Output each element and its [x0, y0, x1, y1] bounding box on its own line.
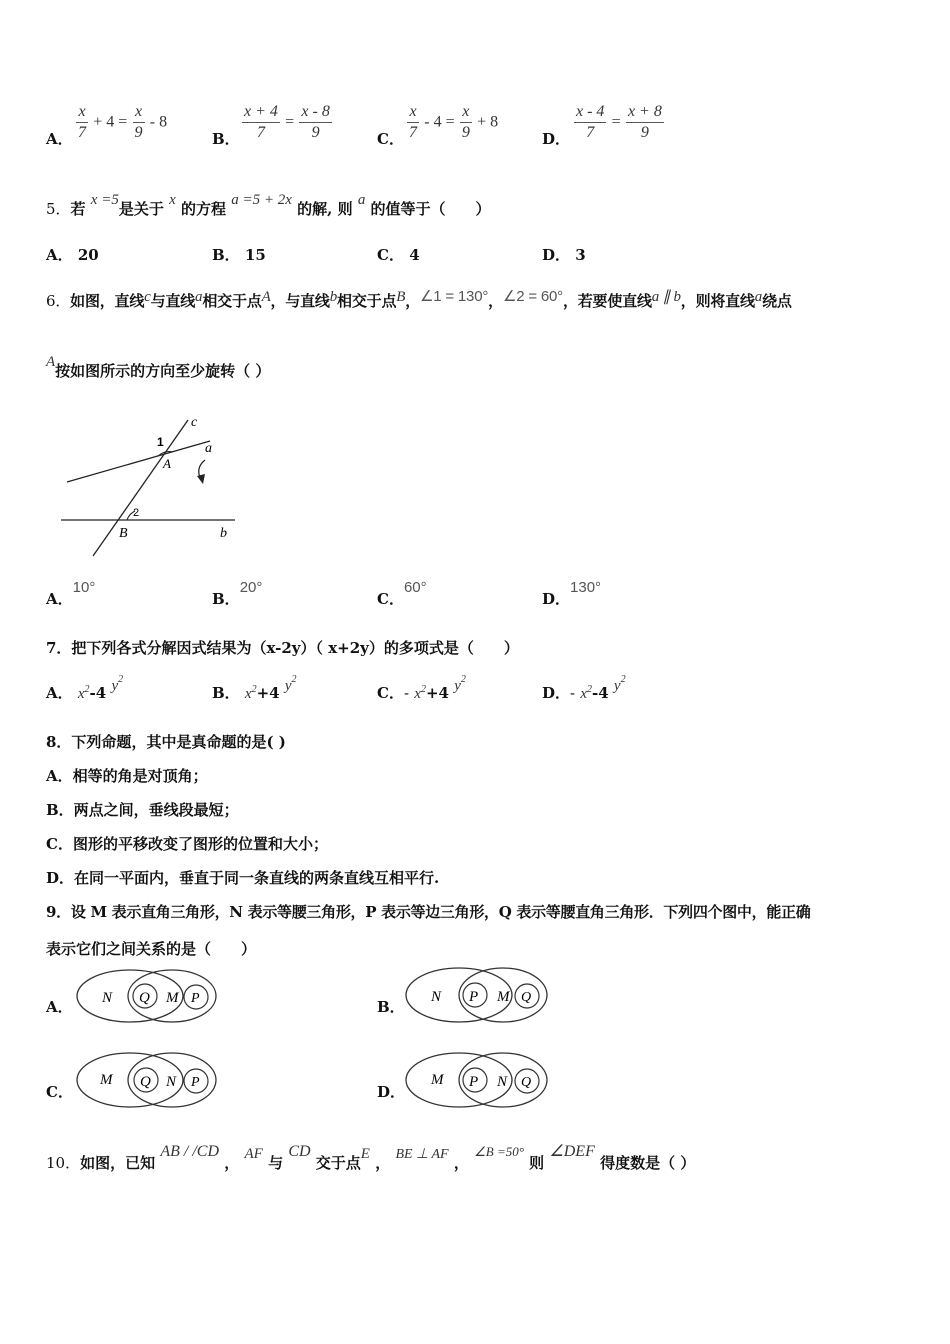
q7-option-c[interactable]: C．- $x^2+4$ $y^2$	[377, 674, 466, 702]
q4-options: A． $\frac{x}{7}$ + 4 = $\frac{x}{9}$ - 8 B． $\frac{x + 4}{7}$ = $\frac{x - 8}{9}$ C． $\frac{x}{7}$ - 4 = $\frac{x}{9}$ + 8 D． $\frac{x - 4}{7}$ = $\frac{x + 8}{9}$	[46, 103, 662, 148]
svg-text:P: P	[469, 989, 479, 1005]
q6-stem-line1: 6．如图，直线c与直线a相交于点A，与直线b相交于点B，∠1 = 130°，∠2 = 60°，若要使直线a ∥ b，则将直线a绕点	[46, 288, 792, 310]
label-a: a	[205, 441, 212, 456]
q6-option-c[interactable]: C．60°	[377, 579, 427, 608]
fraction: $\frac{x + 8}{9}$	[627, 103, 662, 141]
svg-text:P: P	[469, 1074, 479, 1090]
option-label: A．	[46, 130, 73, 148]
q9-option-b[interactable]: B． N P M Q	[377, 965, 577, 1027]
q5-option-b[interactable]: B． 15	[212, 246, 266, 264]
q9-stem-line2: 表示它们之间关系的是（ ）	[46, 940, 257, 958]
label-b: b	[220, 526, 227, 541]
q10-stem: 10．如图，已知 AB / /CD ， AF 与 CD 交于点E ， BE ⊥ AF ， ∠B =50° 则 ∠DEF 得度数是（ ）	[46, 1143, 696, 1172]
q6-options	[46, 580, 846, 610]
q7-options	[46, 674, 846, 704]
q9-stem-line1: 9．设 M 表示直角三角形，N 表示等腰三角形，P 表示等边三角形，Q 表示等腰直角三角形．下列四个图中，能正确	[46, 903, 811, 921]
svg-text:N: N	[431, 989, 442, 1005]
q7-option-d[interactable]: D．- $x^2-4$ $y^2$	[542, 674, 626, 702]
q7-option-a[interactable]: A． $x^2-4$ $y^2$	[46, 674, 124, 702]
svg-text:M: M	[431, 1072, 444, 1088]
fraction: $\frac{x - 8}{9}$	[301, 103, 330, 141]
option-label: D．	[542, 130, 571, 148]
svg-text:M: M	[166, 990, 179, 1006]
q7-option-b[interactable]: B． $x^2+4$ $y^2$	[212, 674, 297, 702]
label-c: c	[191, 415, 198, 430]
line-a	[67, 441, 210, 482]
fraction: $\frac{x}{7}$	[78, 103, 86, 141]
svg-text:Q: Q	[521, 1075, 532, 1090]
svg-text:Q: Q	[521, 990, 532, 1005]
q6-figure	[55, 410, 245, 560]
q5-stem: 5．若 x =5是关于 x 的方程 a =5 + 2x 的解, 则 a 的值等于（ ）	[46, 192, 491, 218]
q6-option-b[interactable]: B．20°	[212, 579, 263, 608]
q8-stem: 8．下列命题，其中是真命题的是( )	[46, 733, 286, 751]
fraction: $\frac{x}{9}$	[461, 103, 470, 141]
svg-text:Q: Q	[140, 1074, 151, 1090]
q9-option-a[interactable]: A． N Q M P	[46, 968, 246, 1028]
label-B: B	[119, 526, 128, 541]
q5-option-c[interactable]: C． 4	[377, 246, 420, 264]
fraction: $\frac{x - 4}{7}$	[576, 103, 605, 141]
svg-text:N: N	[102, 990, 113, 1006]
fraction: $\frac{x}{9}$	[134, 103, 143, 141]
svg-text:N: N	[497, 1074, 508, 1090]
q6-stem-line2: A按如图所示的方向至少旋转（ ）	[46, 354, 271, 380]
q8-option-c[interactable]: C．图形的平移改变了图形的位置和大小；	[46, 835, 328, 853]
svg-text:M: M	[100, 1072, 113, 1088]
option-label: C．	[377, 130, 404, 148]
svg-text:P: P	[191, 1075, 200, 1090]
q8-option-a[interactable]: A．相等的角是对顶角；	[46, 767, 208, 785]
q5-option-d[interactable]: D． 3	[542, 246, 586, 264]
label-2: 2	[133, 507, 140, 519]
q9-option-c[interactable]: C． M Q N P	[46, 1050, 246, 1112]
label-1: 1	[157, 435, 164, 449]
q9-option-d[interactable]: D． M P N Q	[377, 1050, 577, 1112]
arrow-head	[197, 474, 205, 484]
fraction: $\frac{x}{7}$	[409, 103, 417, 141]
fraction: $\frac{x + 4}{7}$	[244, 103, 278, 141]
svg-text:M: M	[497, 989, 510, 1005]
q5-option-a[interactable]: A． 20	[46, 246, 99, 264]
svg-text:P: P	[191, 991, 200, 1006]
q7-stem: 7．把下列各式分解因式结果为（x-2y）（ x+2y）的多项式是（ ）	[46, 639, 519, 657]
svg-text:N: N	[166, 1074, 177, 1090]
svg-text:Q: Q	[139, 990, 150, 1006]
q6-option-a[interactable]: A．10°	[46, 579, 96, 608]
line-c	[93, 420, 188, 556]
label-A: A	[163, 456, 171, 471]
q8-option-d[interactable]: D．在同一平面内，垂直于同一条直线的两条直线互相平行.	[46, 869, 440, 887]
option-label: B．	[212, 130, 240, 148]
q6-option-d[interactable]: D．130°	[542, 579, 602, 608]
q8-option-b[interactable]: B．两点之间，垂线段最短；	[46, 801, 239, 819]
